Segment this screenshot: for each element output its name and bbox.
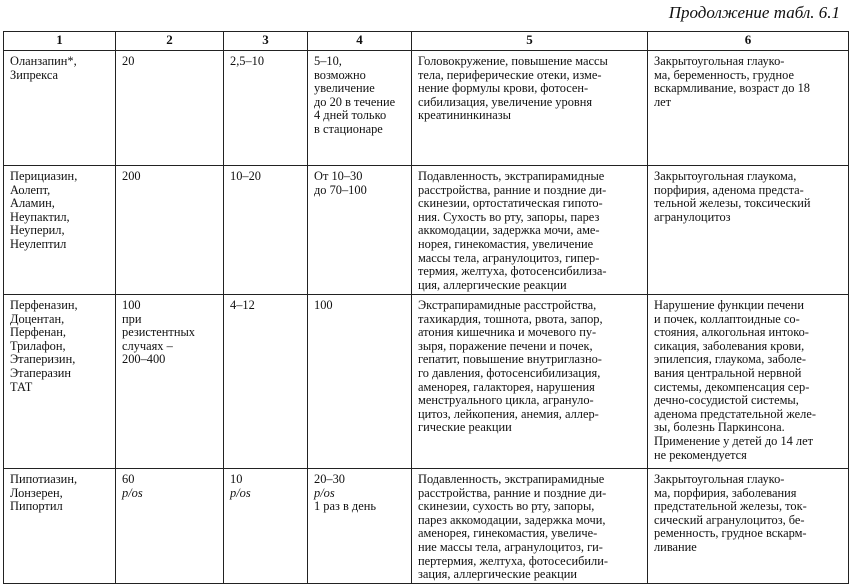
table-caption: Продолжение табл. 6.1 [668,3,840,22]
contraindications-cell: Закрытоугольная глауко- ма, беременность, грудное вскармливание, возраст до 18 лет [648,51,849,166]
header-row [4,32,849,51]
table-row [4,166,849,295]
single-dose-cell: 2,5–10 [224,51,308,166]
side-effects-cell: Подавленность, экстрапирамидные расстройства, ранние и поздние ди- скинезии, ортостатическая гипото- ния. Сухость во рту, запоры, парез аккомодации, задержка мочи, аме- норея, гинекомастия, увеличение массы тела, агранулоцитоз, гипер- термия, желтуха, фотосенсибилиза- ция, аллергические реакции [412,166,648,295]
header-cell: 4 [308,32,412,51]
contraindications-cell: Нарушение функции печени и почек, коллаптоидные со- стояния, алкогольная интоко- сикация, заболевания крови, эпилепсия, глаукома, заболе- вания центральной нервной системы, декомпенсация сер- дечно-сосудистой системы, аденома предстательной желе- зы, болезнь Паркинсона. Применение у детей до 14 лет не рекомендуется [648,295,849,469]
contraindications-cell: Закрытоугольная глаукома, порфирия, аденома предста- тельной железы, токсический агранулоцитоз [648,166,849,295]
header-cell: 1 [4,32,116,51]
max-dose-cell: 200 [116,166,224,295]
daily-dose-cell: 5–10, возможно увеличение до 20 в течение 4 дней только в стационаре [308,51,412,166]
max-dose-cell: 20 [116,51,224,166]
table-row [4,469,849,584]
drug-name-cell: Перициазин, Аолепт, Аламин, Неупактил, Неуперил, Неулептил [4,166,116,295]
drug-name-cell: Пипотиазин, Лонзерен, Пипортил [4,469,116,584]
header-cell: 6 [648,32,849,51]
header-cell: 5 [412,32,648,51]
single-dose-cell: 10 p/os [224,469,308,584]
max-dose-cell: 60 p/os [116,469,224,584]
daily-dose-cell: 100 [308,295,412,469]
header-cell: 2 [116,32,224,51]
max-dose-cell: 100 при резистентных случаях – 200–400 [116,295,224,469]
single-dose-cell: 10–20 [224,166,308,295]
drug-table [3,31,849,584]
single-dose-cell: 4–12 [224,295,308,469]
drug-name-cell: Перфеназин, Доцентан, Перфенан, Трилафон, Этаперизин, Этаперазин ТАТ [4,295,116,469]
drug-name-cell: Оланзапин*, Зипрекса [4,51,116,166]
header-cell: 3 [224,32,308,51]
table-row [4,295,849,469]
contraindications-cell: Закрытоугольная глауко- ма, порфирия, заболевания предстательной железы, ток- сический агранулоцитоз, бе- ременность, грудное вскарм- ливание [648,469,849,584]
side-effects-cell: Головокружение, повышение массы тела, периферические отеки, изме- нение формулы крови, фотосен- сибилизация, увеличение уровня креатининкиназы [412,51,648,166]
side-effects-cell: Подавленность, экстрапирамидные расстройства, ранние и поздние ди- скинезии, сухость во рту, запоры, парез аккомодации, задержка мочи, аменорея, гинекомастия, увеличе- ние массы тела, агранулоцитоз, ги- пертермия, желтуха, фотосесибили- зация, аллергические реакции [412,469,648,584]
daily-dose-cell: От 10–30 до 70–100 [308,166,412,295]
daily-dose-cell: 20–30 p/os 1 раз в день [308,469,412,584]
side-effects-cell: Экстрапирамидные расстройства, тахикардия, тошнота, рвота, запор, атония кишечника и мочевого пу- зыря, поражение печени и почек, гепатит, повышение внутриглазно- го давления, фотосенсибилизация, аменорея, галакторея, нарушения менструального цикла, агрануло- цитоз, лейкопения, анемия, аллер- гические реакции [412,295,648,469]
table-row [4,51,849,166]
